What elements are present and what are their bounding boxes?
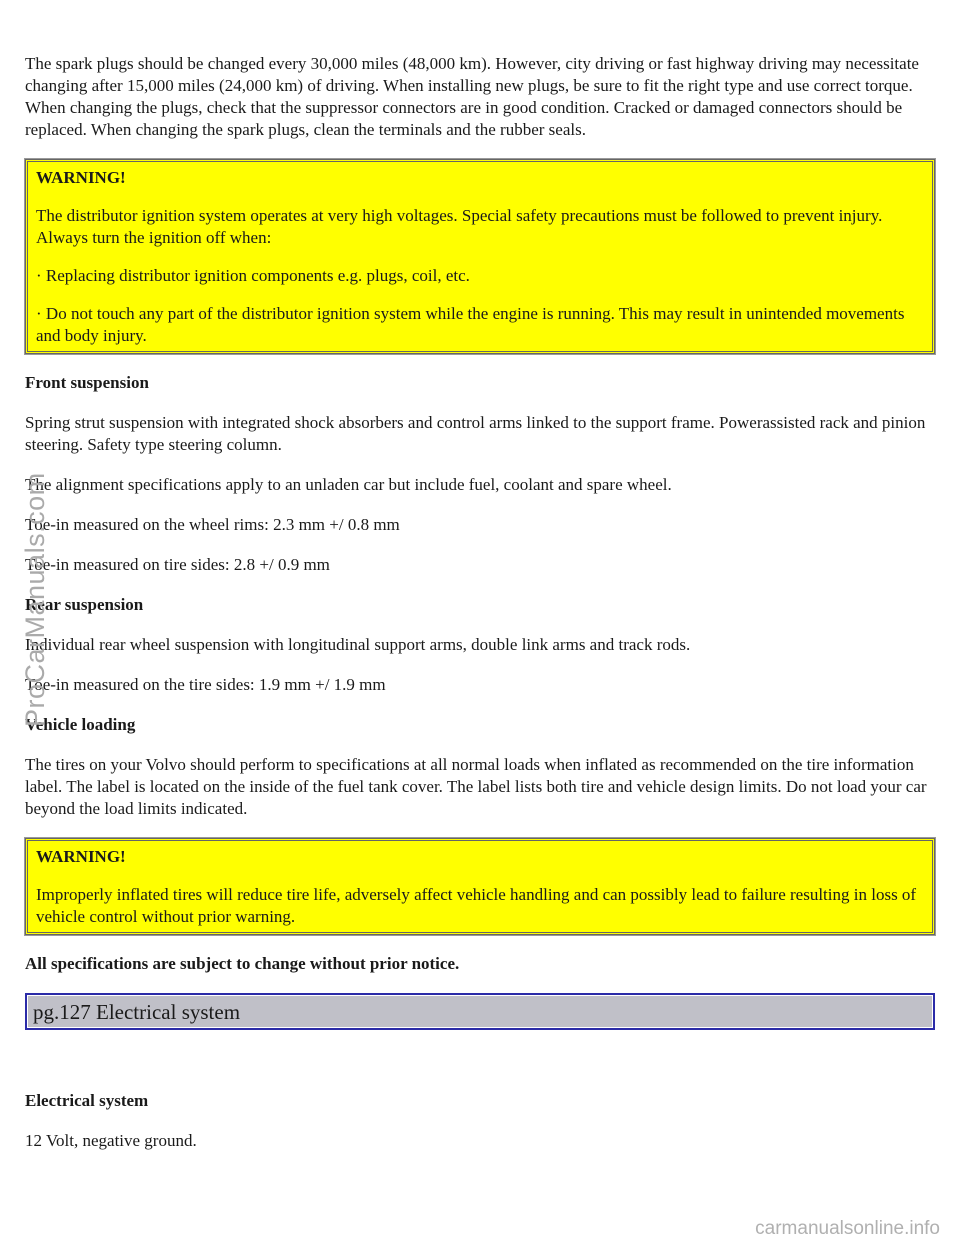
rear-toe-in-spec: Toe-in measured on the tire sides: 1.9 mm +/ 1.9 mm (25, 675, 386, 694)
section-bar-electrical: pg.127 Electrical system (25, 993, 935, 1030)
specifications-notice: All specifications are subject to change without prior notice. (25, 954, 460, 973)
rear-suspension-description: Individual rear wheel suspension with longitudinal support arms, double link arms and track rods. (25, 635, 691, 654)
warning-title: WARNING! (36, 847, 126, 866)
warning-title: WARNING! (36, 168, 126, 187)
tire-warning-box (25, 838, 935, 935)
electrical-system-heading: Electrical system (25, 1091, 149, 1110)
alignment-note: The alignment specifications apply to an unladen car but include fuel, coolant and spare wheel. (25, 475, 672, 494)
warning-bullet: · Do not touch any part of the distributor ignition system while the engine is running. This may result in unintended movements and body injury. (36, 304, 905, 345)
spark-plugs-paragraph: The spark plugs should be changed every 30,000 miles (48,000 km). However, city driving or fast highway driving may necessitate changing after 15,000 miles (24,000 km) of driving. When installing new plugs, be sure to fit the right type and use correct torque. When changing the plugs, check that the suppressor connectors are in good condition. Cracked or damaged connectors should be replaced. When changing the spark plugs, clean the terminals and the rubber seals. (25, 54, 919, 139)
toe-in-tires-spec: Toe-in measured on tire sides: 2.8 +/ 0.9 mm (25, 555, 330, 574)
rear-suspension-heading: Rear suspension (25, 595, 144, 614)
warning-text: The distributor ignition system operates at very high voltages. Special safety precautions must be followed to prevent injury. Always turn the ignition off when: (36, 206, 883, 247)
watermark: ProCarManuals.com (20, 472, 50, 727)
electrical-system-text: 12 Volt, negative ground. (25, 1131, 197, 1150)
footer-brand: carmanualsonline.info (755, 1218, 940, 1239)
warning-text: Improperly inflated tires will reduce tire life, adversely affect vehicle handling and can possibly lead to failure resulting in loss of vehicle control without prior warning. (36, 885, 917, 926)
front-suspension-description: Spring strut suspension with integrated shock absorbers and control arms linked to the support frame. Powerassisted rack and pinion steering. Safety type steering column. (25, 413, 926, 454)
vehicle-loading-text: The tires on your Volvo should perform to specifications at all normal loads when inflated as recommended on the tire information label. The label is located on the inside of the fuel tank cover. The label lists both tire and vehicle design limits. Do not load your car beyond the load limits indicated. (25, 755, 927, 818)
toe-in-rims-spec: Toe-in measured on the wheel rims: 2.3 mm +/ 0.8 mm (25, 515, 400, 534)
front-suspension-heading: Front suspension (25, 373, 149, 392)
manual-page (20, 53, 935, 1170)
vehicle-loading-heading: Vehicle loading (25, 715, 136, 734)
ignition-warning-box (25, 159, 935, 354)
warning-bullet: · Replacing distributor ignition components e.g. plugs, coil, etc. (36, 266, 470, 285)
